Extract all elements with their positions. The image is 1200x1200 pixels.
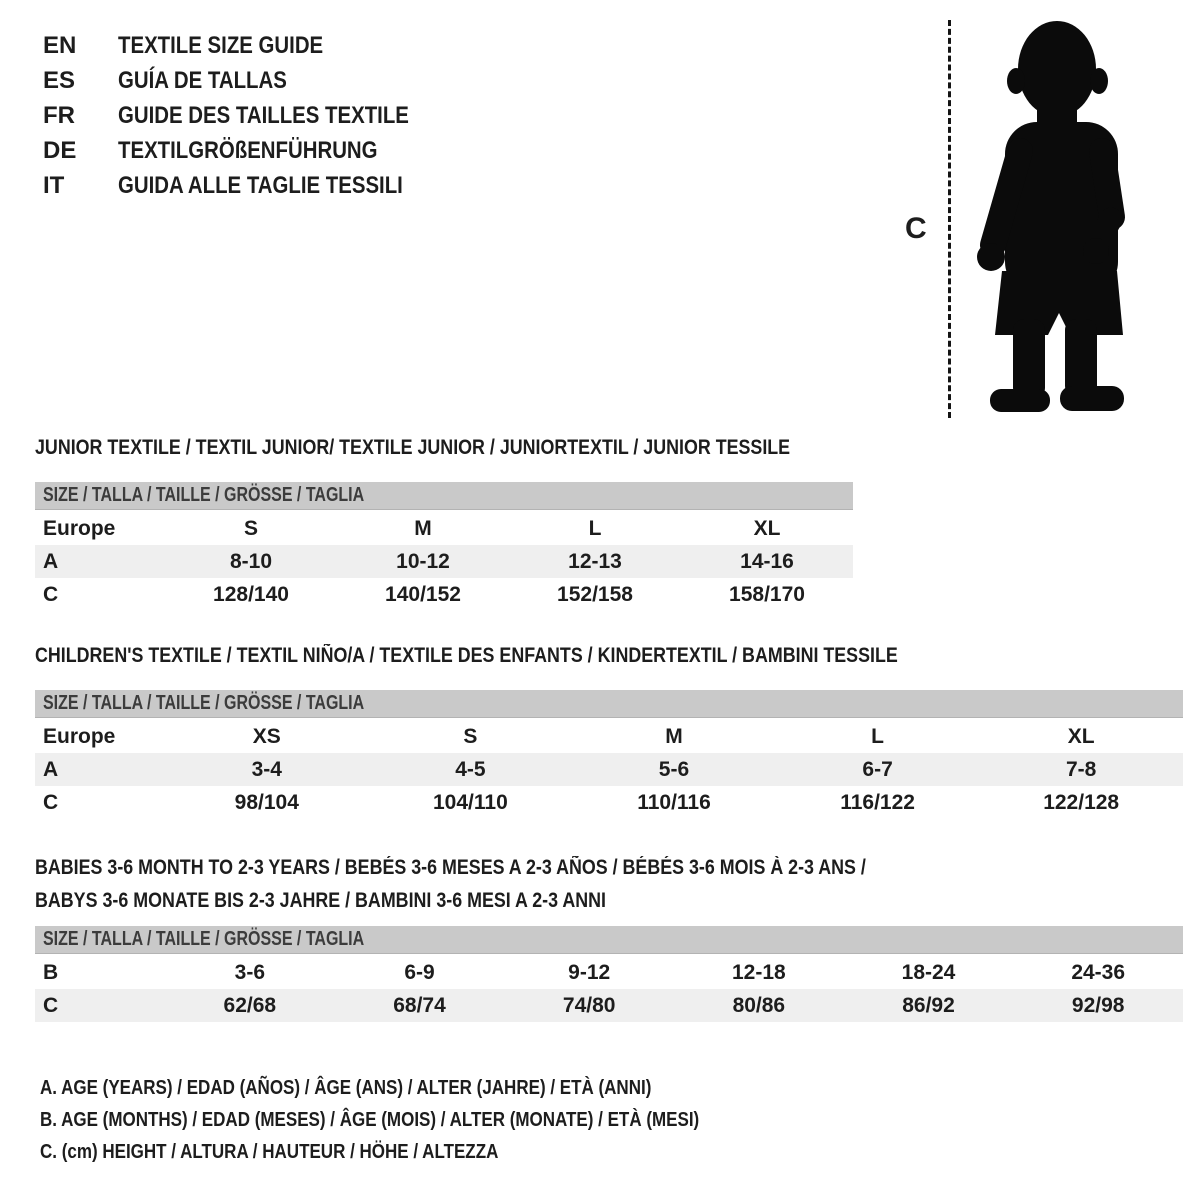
guide-title: GUIDE DES TAILLES TEXTILE — [118, 101, 409, 129]
junior-textile-section — [35, 437, 853, 611]
value-cell: L — [871, 724, 884, 748]
row-label-cell: Europe — [43, 516, 116, 540]
row-label-cell: C — [43, 582, 59, 606]
guide-title: GUIDA ALLE TAGLIE TESSILI — [118, 171, 403, 199]
row-label-cell: A — [43, 757, 59, 781]
value-cell: S — [243, 516, 258, 540]
value-cell: 104/110 — [433, 790, 508, 814]
guide-title: GUÍA DE TALLAS — [118, 66, 287, 94]
size-header-text: SIZE / TALLA / TAILLE / GRÖSSE / TAGLIA — [43, 484, 365, 506]
legend-line-b — [40, 1104, 816, 1136]
value-cell: XL — [753, 516, 781, 540]
language-row — [43, 168, 460, 203]
value-cell: 6-9 — [404, 960, 435, 984]
measurement-legend — [40, 1072, 816, 1168]
height-measure-label: C — [905, 212, 927, 245]
legend-line-a — [40, 1072, 816, 1104]
height-measure-dashed-line — [948, 20, 951, 418]
section-title-text: BABIES 3-6 MONTH TO 2-3 YEARS / BEBÉS 3-6 MESES A 2-3 AÑOS / BÉBÉS 3-6 MOIS À 2-3 ANS / — [35, 856, 866, 879]
value-cell: 140/152 — [385, 582, 461, 606]
row-label-cell: C — [43, 993, 59, 1017]
babies-size-table — [35, 956, 1183, 1022]
junior-size-table — [35, 512, 853, 611]
language-code: IT — [43, 171, 65, 199]
language-code: ES — [43, 66, 76, 94]
section-title — [35, 645, 1183, 667]
legend-text: B. AGE (MONTHS) / EDAD (MESES) / ÂGE (MOIS) / ALTER (MONATE) / ETÀ (MESI) — [40, 1109, 700, 1131]
value-cell: 3-6 — [234, 960, 266, 984]
value-cell: 86/92 — [902, 993, 955, 1017]
value-cell: M — [414, 516, 432, 540]
value-cell: XS — [252, 724, 281, 748]
value-cell: 62/68 — [223, 993, 277, 1017]
section-title — [35, 851, 1183, 884]
value-cell: 10-12 — [396, 549, 450, 573]
table-row — [35, 786, 1183, 819]
value-cell: 24-36 — [1071, 960, 1126, 984]
children-size-table — [35, 720, 1183, 819]
value-cell: M — [665, 724, 683, 748]
value-cell: 7-8 — [1065, 757, 1097, 781]
value-cell: 14-16 — [740, 549, 794, 573]
table-row — [35, 956, 1183, 989]
size-header-bar — [35, 690, 1183, 718]
value-cell: 92/98 — [1071, 993, 1125, 1017]
value-cell: 9-12 — [568, 960, 611, 984]
section-title-text: JUNIOR TEXTILE / TEXTIL JUNIOR/ TEXTILE JUNIOR / JUNIORTEXTIL / JUNIOR TESSILE — [35, 436, 791, 459]
value-cell: 6-7 — [862, 757, 893, 781]
value-cell: 3-4 — [251, 757, 282, 781]
value-cell: 12-13 — [568, 549, 622, 573]
size-header-bar — [35, 926, 1183, 954]
legend-text: A. AGE (YEARS) / EDAD (AÑOS) / ÂGE (ANS) / ALTER (JAHRE) / ETÀ (ANNI) — [40, 1077, 652, 1099]
section-title-text: BABYS 3-6 MONATE BIS 2-3 JAHRE / BAMBINI 3-6 MESI A 2-3 ANNI — [35, 889, 606, 912]
value-cell: 12-18 — [731, 960, 786, 984]
legend-text: C. (cm) HEIGHT / ALTURA / HAUTEUR / HÖHE / ALTEZZA — [40, 1141, 499, 1163]
table-row — [35, 545, 853, 578]
value-cell: 74/80 — [562, 993, 616, 1017]
value-cell: 68/74 — [393, 993, 446, 1017]
table-row — [35, 989, 1183, 1022]
value-cell: 8-10 — [229, 549, 273, 573]
value-cell: 152/158 — [557, 582, 633, 606]
value-cell: 4-5 — [455, 757, 486, 781]
value-cell: XL — [1067, 724, 1095, 748]
value-cell: 5-6 — [658, 757, 690, 781]
table-row — [35, 720, 1183, 753]
table-row — [35, 753, 1183, 786]
legend-line-c — [40, 1136, 816, 1168]
row-label-cell: B — [43, 960, 59, 984]
row-label-cell: C — [43, 790, 59, 814]
babies-textile-section — [35, 851, 1183, 1022]
value-cell: 116/122 — [840, 790, 915, 814]
size-header-text: SIZE / TALLA / TAILLE / GRÖSSE / TAGLIA — [43, 928, 365, 950]
value-cell: 158/170 — [729, 582, 805, 606]
toddler-silhouette-icon — [960, 19, 1140, 419]
language-title-list — [43, 28, 460, 203]
language-code: EN — [43, 31, 77, 59]
language-row — [43, 98, 460, 133]
table-row — [35, 512, 853, 545]
language-code: FR — [43, 101, 75, 129]
value-cell: L — [588, 516, 602, 540]
children-textile-section — [35, 645, 1183, 819]
language-row — [43, 28, 460, 63]
value-cell: 110/116 — [637, 790, 711, 814]
language-row — [43, 133, 460, 168]
section-title — [35, 884, 1183, 917]
value-cell: S — [463, 724, 478, 748]
size-header-text: SIZE / TALLA / TAILLE / GRÖSSE / TAGLIA — [43, 692, 365, 714]
value-cell: 122/128 — [1043, 790, 1120, 814]
guide-title: TEXTILGRÖßENFÜHRUNG — [118, 136, 378, 164]
guide-title: TEXTILE SIZE GUIDE — [118, 31, 324, 59]
table-row — [35, 578, 853, 611]
row-label-cell: Europe — [43, 724, 116, 748]
size-header-bar — [35, 482, 853, 510]
section-title-text: CHILDREN'S TEXTILE / TEXTIL NIÑO/A / TEXTILE DES ENFANTS / KINDERTEXTIL / BAMBINI TESSILE — [35, 644, 898, 667]
value-cell: 18-24 — [901, 960, 956, 984]
language-code: DE — [43, 136, 77, 164]
value-cell: 80/86 — [732, 993, 786, 1017]
section-title — [35, 437, 853, 459]
value-cell: 98/104 — [234, 790, 299, 814]
language-row — [43, 63, 460, 98]
value-cell: 128/140 — [213, 582, 289, 606]
row-label-cell: A — [43, 549, 59, 573]
